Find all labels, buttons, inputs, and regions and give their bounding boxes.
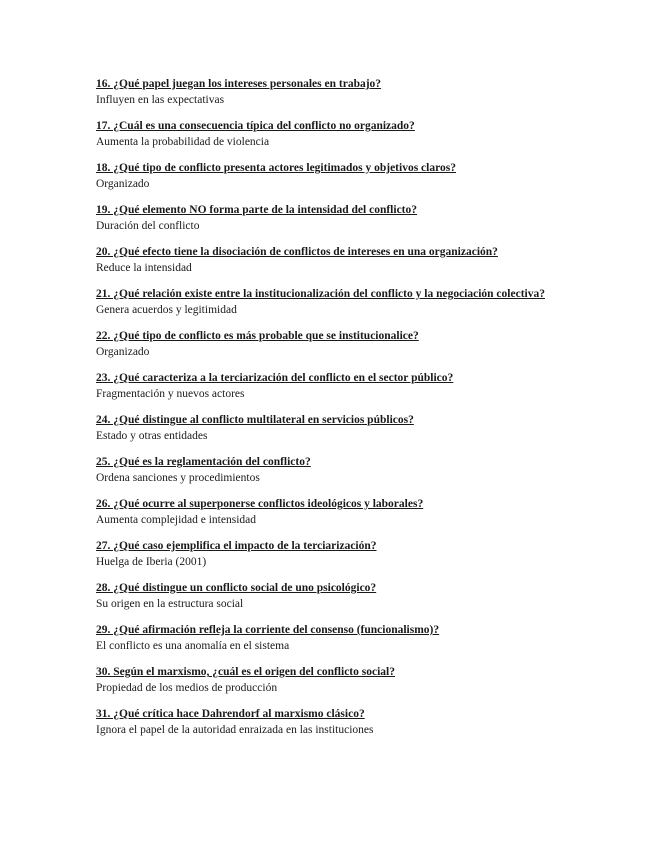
qa-item-28 xyxy=(96,581,636,623)
answer-text: Ignora el papel de la autoridad enraizada en las instituciones xyxy=(96,724,374,736)
question-text: 16. ¿Qué papel juegan los intereses personales en trabajo? xyxy=(96,78,382,90)
question-text: 27. ¿Qué caso ejemplifica el impacto de la terciarización? xyxy=(96,540,377,552)
qa-item-27 xyxy=(96,539,636,581)
question-text: 19. ¿Qué elemento NO forma parte de la intensidad del conflicto? xyxy=(96,204,418,216)
question-text: 29. ¿Qué afirmación refleja la corriente del consenso (funcionalismo)? xyxy=(96,624,440,636)
question-text: 31. ¿Qué crítica hace Dahrendorf al marxismo clásico? xyxy=(96,708,365,720)
answer-text: Organizado xyxy=(96,346,150,358)
qa-item-16 xyxy=(96,77,636,119)
answer-text: Ordena sanciones y procedimientos xyxy=(96,472,260,484)
answer-text: Influyen en las expectativas xyxy=(96,94,225,106)
question-text: 22. ¿Qué tipo de conflicto es más probable que se institucionalice? xyxy=(96,330,419,342)
document-page xyxy=(96,77,636,749)
question-text: 25. ¿Qué es la reglamentación del conflicto? xyxy=(96,456,311,468)
qa-item-25 xyxy=(96,455,636,497)
qa-item-22 xyxy=(96,329,636,371)
question-text: 17. ¿Cuál es una consecuencia típica del conflicto no organizado? xyxy=(96,120,415,132)
question-text: 23. ¿Qué caracteriza a la terciarización del conflicto en el sector público? xyxy=(96,372,454,384)
question-text: 24. ¿Qué distingue al conflicto multilateral en servicios públicos? xyxy=(96,414,414,426)
qa-item-18 xyxy=(96,161,636,203)
answer-text: Aumenta complejidad e intensidad xyxy=(96,514,256,526)
question-text: 20. ¿Qué efecto tiene la disociación de conflictos de intereses en una organización? xyxy=(96,246,498,258)
answer-text: Fragmentación y nuevos actores xyxy=(96,388,245,400)
qa-item-29 xyxy=(96,623,636,665)
answer-text: Huelga de Iberia (2001) xyxy=(96,556,207,568)
qa-item-31 xyxy=(96,707,636,749)
qa-item-30 xyxy=(96,665,636,707)
question-text: 21. ¿Qué relación existe entre la institucionalización del conflicto y la negociación colectiva? xyxy=(96,288,545,300)
answer-text: Duración del conflicto xyxy=(96,220,200,232)
answer-text: Genera acuerdos y legitimidad xyxy=(96,304,237,316)
qa-item-20 xyxy=(96,245,636,287)
answer-text: Propiedad de los medios de producción xyxy=(96,682,278,694)
answer-text: Su origen en la estructura social xyxy=(96,598,244,610)
qa-item-17 xyxy=(96,119,636,161)
answer-text: Estado y otras entidades xyxy=(96,430,208,442)
qa-item-24 xyxy=(96,413,636,455)
answer-text: Organizado xyxy=(96,178,150,190)
qa-item-26 xyxy=(96,497,636,539)
question-text: 28. ¿Qué distingue un conflicto social de uno psicológico? xyxy=(96,582,377,594)
qa-item-21 xyxy=(96,287,636,329)
qa-item-19 xyxy=(96,203,636,245)
answer-text: Aumenta la probabilidad de violencia xyxy=(96,136,270,148)
question-text: 26. ¿Qué ocurre al superponerse conflictos ideológicos y laborales? xyxy=(96,498,424,510)
answer-text: El conflicto es una anomalía en el sistema xyxy=(96,640,290,652)
answer-text: Reduce la intensidad xyxy=(96,262,192,274)
question-text: 30. Según el marxismo, ¿cuál es el origen del conflicto social? xyxy=(96,666,395,678)
qa-item-23 xyxy=(96,371,636,413)
question-text: 18. ¿Qué tipo de conflicto presenta actores legitimados y objetivos claros? xyxy=(96,162,456,174)
